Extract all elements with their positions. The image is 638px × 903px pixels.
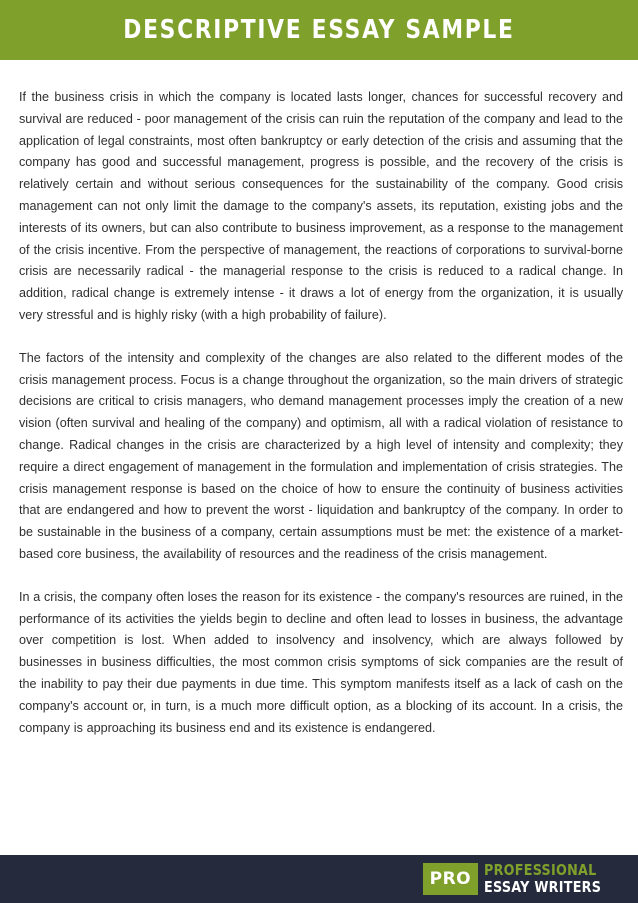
header-banner (0, 0, 638, 60)
logo-line-professional: PROFESSIONAL (484, 861, 597, 879)
essay-body (19, 87, 623, 760)
page-title: DESCRIPTIVE ESSAY SAMPLE (123, 15, 515, 45)
logo-badge: PRO (423, 863, 479, 895)
logo-line-essay-writers: ESSAY WRITERS (484, 878, 602, 896)
essay-paragraph-3: In a crisis, the company often loses the reason for its existence - the company's resources are ruined, in the performance of its activities the yields begin to decline and often lead to losses in business, the advantage over competition is lost. When added to insolvency and insolvency, which are always followed by businesses in business difficulties, the most common crisis symptoms of sick companies are the result of the inability to pay their due payments in due time. This symptom manifests itself as a lack of cash on the company's account or, in turn, is a much more difficult option, as a blocking of its account. In a crisis, the company is approaching its business end and its existence is endangered. (19, 589, 623, 735)
footer-bar (0, 855, 638, 903)
brand-logo (423, 863, 622, 895)
essay-paragraph-2: The factors of the intensity and complexity of the changes are also related to the different modes of the crisis management process. Focus is a change throughout the organization, so the main drivers of strategic decisions are critical to crisis managers, who demand management processes imply the creation of a new vision (often survival and healing of the company) and optimism, all with a radical violation of resistance to change. Radical changes in the crisis are characterized by a high level of intensity and complexity; they require a direct engagement of management in the formulation and implementation of crisis strategies. The crisis management response is based on the choice of how to ensure the continuity of business activities that are endangered and how to prevent the worst - liquidation and bankruptcy of the company. In order to be sustainable in the business of a company, certain assumptions must be met: the existence of a market-based core business, the availability of resources and the readiness of the crisis management. (19, 350, 623, 561)
essay-paragraph-1: If the business crisis in which the company is located lasts longer, chances for successful recovery and survival are reduced - poor management of the crisis can ruin the reputation of the company and lead to the application of legal constraints, most often bankruptcy or early detection of the crisis and assuming that the company has good and successful management, progress is possible, and the recovery of the crisis is relatively certain and without serious consequences for the sustainability of the company. Good crisis management can not only limit the damage to the company's assets, its reputation, existing jobs and the interests of its owners, but can also contribute to business improvement, as a response to the management of the crisis incentive. From the perspective of management, the reactions of corporations to survival-borne crisis are necessarily radical - the managerial response to the crisis is reduced to a radical change. In addition, radical change is extremely intense - it draws a lot of energy from the organization, it is usually very stressful and is highly risky (with a high probability of failure). (19, 90, 623, 322)
logo-wordmark (484, 863, 622, 895)
